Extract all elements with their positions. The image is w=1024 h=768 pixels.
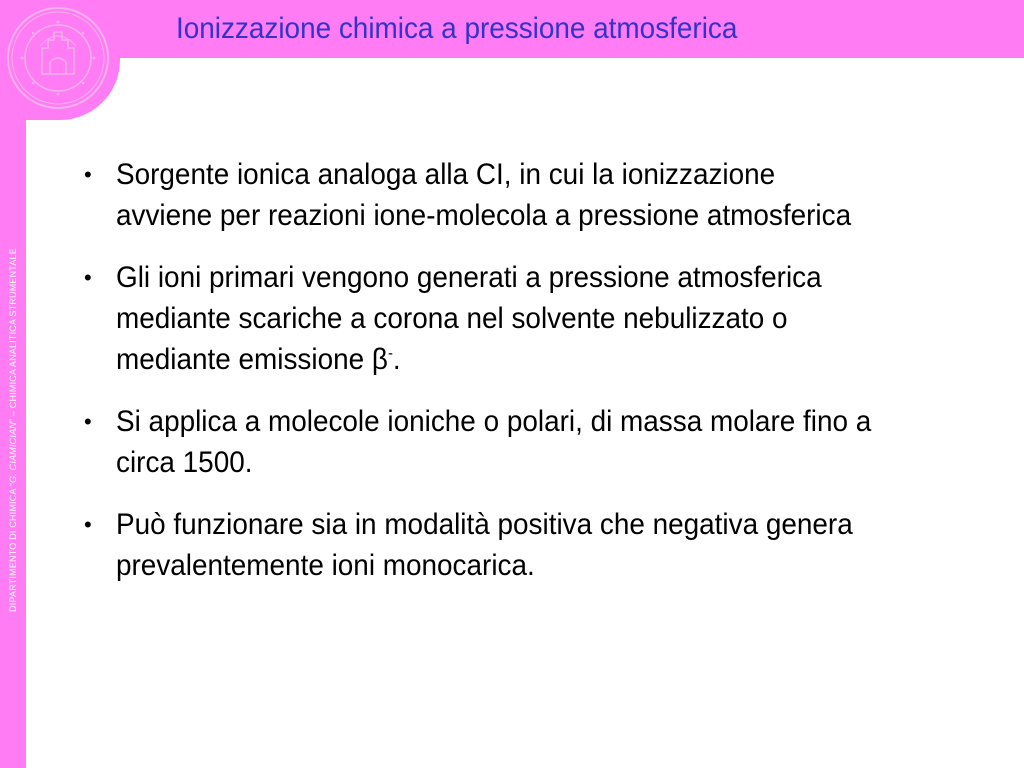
bullet-suffix: . (392, 343, 401, 376)
bullet-item (84, 401, 934, 483)
bullet-item (84, 504, 934, 586)
slide-title: Ionizzazione chimica a pressione atmosferica (176, 12, 738, 45)
department-label (8, 248, 18, 612)
bullet-text: Può funzionare sia in modalità positiva che negativa genera prevalentemente ioni monocarica. (116, 508, 853, 582)
bullet-symbol: • (84, 162, 92, 187)
university-seal-icon (4, 4, 112, 112)
bullet-text-wrapper (116, 257, 877, 380)
department-label-part2: ” – CHIMICA ANALITICA STRUMENTALE (8, 248, 18, 423)
bullet-list (84, 154, 934, 607)
bullet-symbol: • (84, 512, 92, 537)
department-label-part1: DIPARTIMENTO DI CHIMICA “ (8, 482, 18, 612)
bullet-text: Gli ioni primari vengono generati a pressione atmosferica mediante scariche a corona nel solvente nebulizzato o mediante emissione β (116, 261, 822, 376)
bullet-item (84, 154, 934, 236)
beta-superscript: - (387, 345, 393, 362)
bullet-item (84, 257, 934, 380)
bullet-text: Sorgente ionica analoga alla CI, in cui la ionizzazione avviene per reazioni ione-molecola a pressione atmosferica (116, 158, 852, 232)
bullet-symbol: • (84, 409, 92, 434)
bullet-text: Si applica a molecole ioniche o polari, di massa molare fino a circa 1500. (116, 405, 872, 479)
bullet-symbol: • (84, 265, 92, 290)
department-label-italic: G. CIAMICIAN (8, 422, 18, 483)
